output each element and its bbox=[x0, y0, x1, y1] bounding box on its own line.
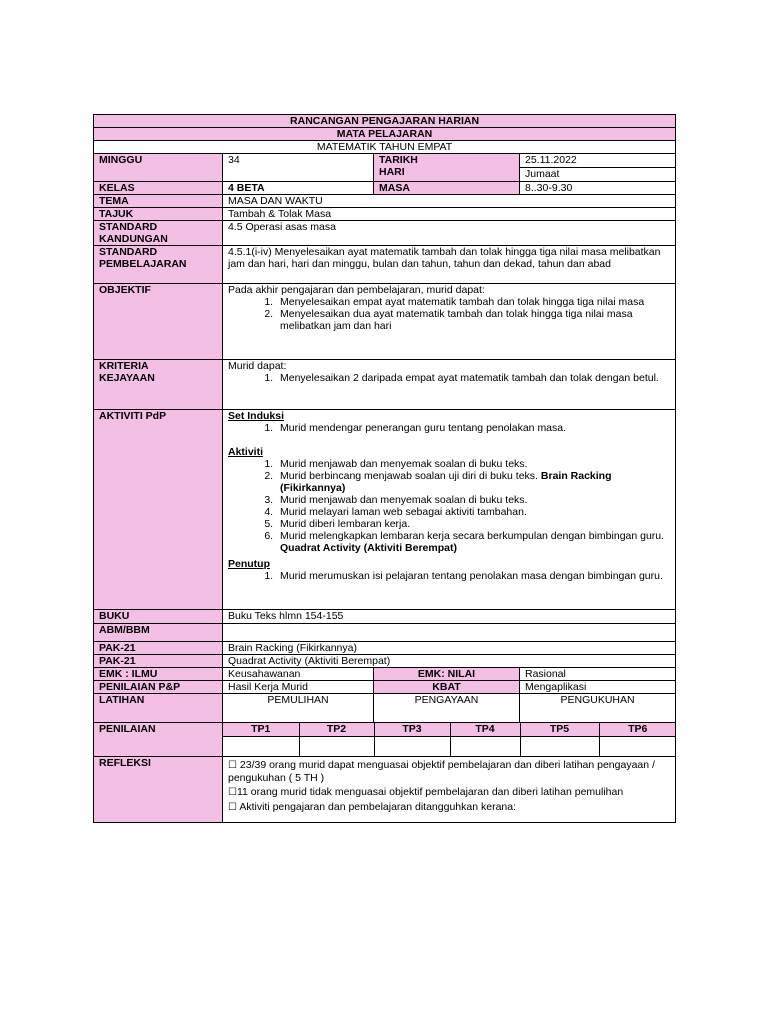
aktiviti-item bbox=[276, 470, 670, 494]
kriteria-value bbox=[223, 360, 676, 410]
refleksi-item-3 bbox=[228, 801, 670, 814]
objektif-intro: Pada akhir pengajaran dan pembelajaran, murid dapat: bbox=[228, 284, 485, 296]
tarikh-label: TARIKH bbox=[379, 154, 418, 166]
tp2-header: TP2 bbox=[299, 723, 374, 736]
emk-nilai-value: Rasional bbox=[520, 668, 676, 681]
tarikh-hari-label bbox=[374, 154, 520, 182]
objektif-list bbox=[228, 296, 670, 332]
hari-value: Jumaat bbox=[520, 168, 676, 182]
aktiviti-sub-label: Aktiviti bbox=[228, 446, 264, 458]
tarikh-value: 25.11.2022 bbox=[520, 154, 676, 168]
aktiviti-item bbox=[276, 530, 670, 554]
refleksi-text-2: 11 orang murid tidak menguasai objektif pembelajaran dan diberi latihan pemulihan bbox=[236, 786, 624, 798]
kriteria-label-line-2: KEJAYAAN bbox=[99, 372, 155, 384]
refleksi-text-1: 23/39 orang murid dapat menguasai objektif pembelajaran dan diberi latihan pengayaan / pengukuhan ( 5 TH ) bbox=[228, 759, 655, 784]
kbat-label: KBAT bbox=[374, 681, 520, 694]
set-induksi-item: 1. Murid mendengar penerangan guru tentang penolakan masa. bbox=[276, 422, 670, 434]
kriteria-label bbox=[94, 360, 223, 410]
sp-label-line-1: STANDARD bbox=[99, 246, 158, 258]
sp-value: 4.5.1(i-iv) Menyelesaikan ayat matematik tambah dan tolak hingga tiga nilai masa melibatkan jam dan hari, hari dan minggu, bulan dan tahun, tahun dan dekad, tahun dan abad bbox=[223, 246, 676, 284]
abm-label: ABM/BBM bbox=[94, 624, 223, 642]
subject-value: MATEMATIK TAHUN EMPAT bbox=[94, 141, 676, 154]
brain-racking-label: Brain Racking (Fikirkannya) bbox=[280, 470, 612, 494]
masa-value: 8..30-9.30 bbox=[520, 182, 676, 195]
tp6-cell bbox=[599, 736, 676, 756]
kelas-value: 4 BETA bbox=[223, 182, 374, 195]
penutup-list bbox=[228, 570, 670, 582]
minggu-value: 34 bbox=[223, 154, 374, 182]
emk-ilmu-value: Keusahawanan bbox=[223, 668, 374, 681]
rph-title: RANCANGAN PENGAJARAN HARIAN bbox=[94, 115, 676, 128]
tp-table bbox=[223, 723, 676, 756]
tajuk-label: TAJUK bbox=[94, 208, 223, 221]
tp6-header: TP6 bbox=[599, 723, 676, 736]
objektif-value bbox=[223, 284, 676, 360]
penilaian-label: PENILAIAN bbox=[94, 723, 223, 757]
aktiviti-value bbox=[223, 410, 676, 610]
kelas-label: KELAS bbox=[94, 182, 223, 195]
sk-value: 4.5 Operasi asas masa bbox=[223, 221, 676, 246]
sk-label-line-2: KANDUNGAN bbox=[99, 233, 168, 245]
objektif-label: OBJEKTIF bbox=[94, 284, 223, 360]
tp1-cell bbox=[223, 736, 299, 756]
tp1-header: TP1 bbox=[223, 723, 299, 736]
emk-ilmu-label: EMK : ILMU bbox=[94, 668, 223, 681]
sp-label-line-2: PEMBELAJARAN bbox=[99, 258, 187, 270]
refleksi-label: REFLEKSI bbox=[94, 757, 223, 823]
pak21-value-1: Brain Racking (Fikirkannya) bbox=[223, 642, 676, 655]
tp5-cell bbox=[520, 736, 599, 756]
latihan-pengukuhan: PENGUKUHAN bbox=[520, 694, 676, 723]
latihan-label: LATIHAN bbox=[94, 694, 223, 723]
checkbox-icon: ☐ bbox=[228, 760, 237, 771]
latihan-pemulihan: PEMULIHAN bbox=[223, 694, 374, 723]
aktiviti-item: 4. Murid melayari laman web sebagai aktiviti tambahan. bbox=[276, 506, 670, 518]
pak21-value-2: Quadrat Activity (Aktiviti Berempat) bbox=[223, 655, 676, 668]
kriteria-item: 1. Menyelesaikan 2 daripada empat ayat matematik tambah dan tolak dengan betul. bbox=[276, 372, 670, 384]
aktiviti-item: 1. Murid menjawab dan menyemak soalan di buku teks. bbox=[276, 458, 670, 470]
refleksi-item-1 bbox=[228, 759, 670, 784]
tema-label: TEMA bbox=[94, 195, 223, 208]
penilaian-pp-value: Hasil Kerja Murid bbox=[223, 681, 374, 694]
hari-label: HARI bbox=[379, 166, 405, 178]
subject-label: MATA PELAJARAN bbox=[94, 128, 676, 141]
tajuk-value: Tambah & Tolak Masa bbox=[223, 208, 676, 221]
kbat-value: Mengaplikasi bbox=[520, 681, 676, 694]
aktiviti-item: 5. Murid diberi lembaran kerja. bbox=[276, 518, 670, 530]
emk-nilai-label: EMK: NILAI bbox=[374, 668, 520, 681]
penilaian-pp-label: PENILAIAN P&P bbox=[94, 681, 223, 694]
tp5-header: TP5 bbox=[520, 723, 599, 736]
tp-grid bbox=[223, 723, 676, 757]
masa-label: MASA bbox=[374, 182, 520, 195]
sk-label bbox=[94, 221, 223, 246]
buku-label: BUKU bbox=[94, 610, 223, 624]
checkbox-icon: ☐ bbox=[228, 802, 237, 813]
abm-value bbox=[223, 624, 676, 642]
tema-value: MASA DAN WAKTU bbox=[223, 195, 676, 208]
penutup-label: Penutup bbox=[228, 558, 270, 570]
rph-table bbox=[93, 114, 676, 823]
tp2-cell bbox=[299, 736, 374, 756]
pak21-label-2: PAK-21 bbox=[94, 655, 223, 668]
tp3-cell bbox=[374, 736, 450, 756]
sk-label-line-1: STANDARD bbox=[99, 221, 158, 233]
refleksi-text-3: Aktiviti pengajaran dan pembelajaran ditangguhkan kerana: bbox=[239, 801, 517, 813]
aktiviti-label: AKTIVITI PdP bbox=[94, 410, 223, 610]
objektif-item: 2. Menyelesaikan dua ayat matematik tambah dan tolak hingga tiga nilai masa melibatkan jam dan hari bbox=[276, 308, 670, 332]
quadrat-activity-label: Quadrat Activity (Aktiviti Berempat) bbox=[280, 542, 457, 554]
aktiviti-item-text: Murid melengkapkan lembaran kerja secara berkumpulan dengan bimbingan guru. bbox=[280, 530, 665, 542]
penutup-item: 1. Murid merumuskan isi pelajaran tentang penolakan masa dengan bimbingan guru. bbox=[276, 570, 670, 582]
aktiviti-item: 3. Murid menjawab dan menyemak soalan di buku teks. bbox=[276, 494, 670, 506]
set-induksi-label: Set Induksi bbox=[228, 410, 285, 422]
pak21-label-1: PAK-21 bbox=[94, 642, 223, 655]
tp3-header: TP3 bbox=[374, 723, 450, 736]
sp-label bbox=[94, 246, 223, 284]
latihan-pengayaan: PENGAYAAN bbox=[374, 694, 520, 723]
aktiviti-list bbox=[228, 458, 670, 554]
minggu-label: MINGGU bbox=[94, 154, 223, 182]
buku-value: Buku Teks hlmn 154-155 bbox=[223, 610, 676, 624]
kriteria-label-line-1: KRITERIA bbox=[99, 360, 149, 372]
kriteria-intro: Murid dapat: bbox=[228, 360, 287, 372]
tp4-header: TP4 bbox=[450, 723, 520, 736]
refleksi-value bbox=[223, 757, 676, 823]
set-induksi-list bbox=[228, 422, 670, 434]
checkbox-icon: ☐ bbox=[228, 787, 237, 798]
aktiviti-item-text: Murid berbincang menjawab soalan uji diri di buku teks. bbox=[280, 470, 538, 482]
tp4-cell bbox=[450, 736, 520, 756]
refleksi-item-2 bbox=[228, 786, 670, 799]
objektif-item: 1. Menyelesaikan empat ayat matematik tambah dan tolak hingga tiga nilai masa bbox=[276, 296, 670, 308]
kriteria-list bbox=[228, 372, 670, 384]
